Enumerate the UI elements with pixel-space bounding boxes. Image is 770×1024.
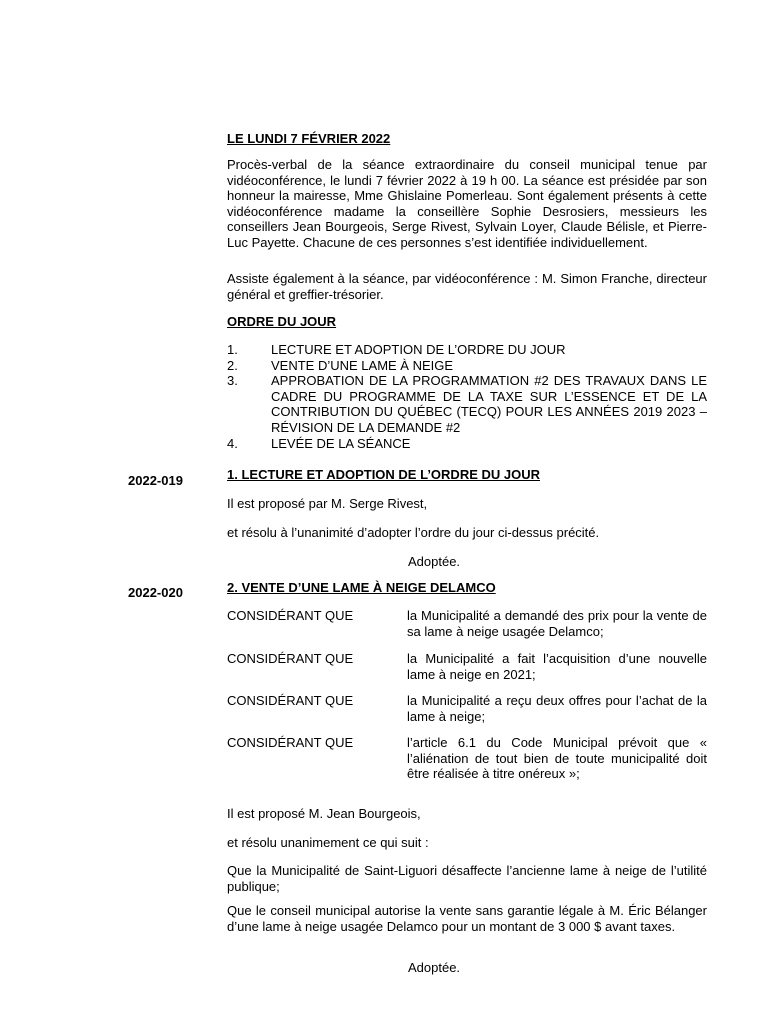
proposed-by: Il est proposé par M. Serge Rivest, [227,496,428,511]
considerant-row [227,608,707,639]
considerant-row [227,735,707,782]
adopted-label: Adoptée. [408,960,461,975]
agenda-item-text: LECTURE ET ADOPTION DE L’ORDRE DU JOUR [271,342,566,357]
considerant-row [227,693,707,724]
considerant-label: CONSIDÉRANT QUE [227,735,354,750]
resolved-text: et résolu à l’unanimité d’adopter l’ordre du jour ci-dessus précité. [227,525,600,540]
agenda-item [227,358,707,374]
resolution-number: 2022-019 [128,473,183,488]
clause-paragraph: Que le conseil municipal autorise la vente sans garantie légale à M. Éric Bélanger d’une lame à neige usagée Delamco pour un montant de 3 000 $ avant taxes. [227,903,707,934]
considerant-row [227,651,707,682]
resolution-title: 2. VENTE D’UNE LAME À NEIGE DELAMCO [227,580,496,595]
resolution-number: 2022-020 [128,585,183,600]
considerant-label: CONSIDÉRANT QUE [227,608,354,623]
agenda-list [227,342,707,451]
considerant-text: la Municipalité a reçu deux offres pour l’achat de la lame à neige; [407,693,707,724]
considerant-label: CONSIDÉRANT QUE [227,651,354,666]
adopted-label: Adoptée. [408,554,461,569]
considerant-text: la Municipalité a fait l’acquisition d’une nouvelle lame à neige en 2021; [407,651,707,682]
resolution-title: 1. LECTURE ET ADOPTION DE L’ORDRE DU JOUR [227,467,540,482]
agenda-title: ORDRE DU JOUR [227,314,337,329]
considerant-label: CONSIDÉRANT QUE [227,693,354,708]
agenda-item [227,342,707,358]
agenda-item-text: LEVÉE DE LA SÉANCE [271,435,411,451]
agenda-item [227,373,707,435]
considerant-text: l’article 6.1 du Code Municipal prévoit que « l’aliénation de tout bien de toute municipalité doit être réalisée à titre onéreux »; [407,735,707,782]
agenda-item-number: 2. [227,357,238,373]
agenda-item-number: 3. [227,373,238,389]
agenda-item-text: APPROBATION DE LA PROGRAMMATION #2 DES TRAVAUX DANS LE CADRE DU PROGRAMME DE LA TAXE SUR L’ESSENCE ET DE LA CONTRIBUTION DU QUÉBEC (TECQ) POUR LES ANNÉES 2019 2023 – RÉVISION DE LA DEMANDE #2 [271,373,707,435]
intro-paragraph: Procès-verbal de la séance extraordinaire du conseil municipal tenue par vidéoconférence, le lundi 7 février 2022 à 19 h 00. La séance est présidée par son honneur la mairesse, Mme Ghislaine Pomerleau. Sont également présents à cette vidéoconférence madame la conseillère Sophie Desrosiers, messieurs les conseillers Jean Bourgeois, Serge Rivest, Sylvain Loyer, Claude Bélisle, et Pierre-Luc Payette. Chacune de ces personnes s’est identifiée individuellement. [227,157,707,250]
agenda-item-number: 1. [227,342,238,357]
proposed-by: Il est proposé M. Jean Bourgeois, [227,806,421,821]
clause-paragraph: Que la Municipalité de Saint-Liguori désaffecte l’ancienne lame à neige de l’utilité publique; [227,863,707,894]
agenda-item-text: VENTE D’UNE LAME À NEIGE [271,357,454,373]
considerant-text: la Municipalité a demandé des prix pour la vente de sa lame à neige usagée Delamco; [407,608,707,639]
agenda-item-number: 4. [227,435,238,451]
agenda-item [227,436,707,452]
resolved-text: et résolu unanimement ce qui suit : [227,835,429,850]
attendance-paragraph: Assiste également à la séance, par vidéoconférence : M. Simon Franche, directeur général et greffier-trésorier. [227,271,707,302]
meeting-date-title: LE LUNDI 7 FÉVRIER 2022 [227,131,391,146]
